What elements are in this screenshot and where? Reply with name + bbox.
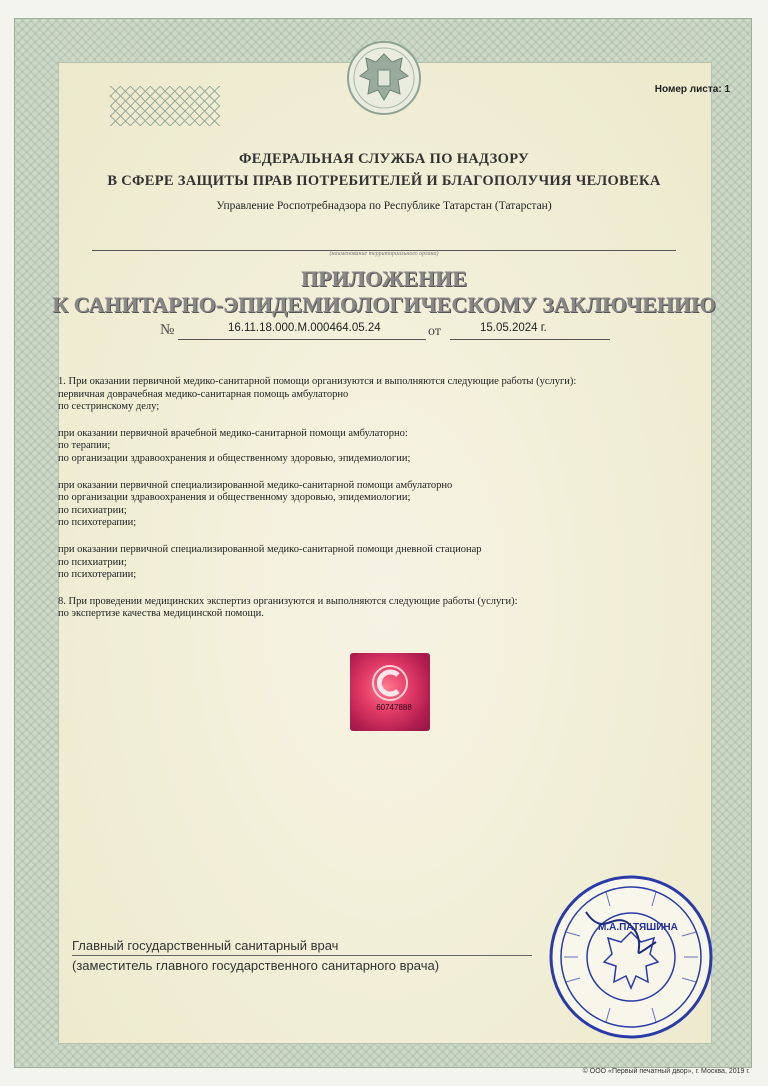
conclusion-date: 15.05.2024 г.	[480, 322, 547, 334]
department-name: Управление Роспотребнадзора по Республике Татарстан (Татарстан)	[216, 200, 552, 212]
services-line: 8. При проведении медицинских экспертиз организуются и выполняются следующие работы (услуги):	[58, 595, 518, 607]
agency-name	[60, 148, 708, 192]
document-title-line2: К САНИТАРНО-ЭПИДЕМИОЛОГИЧЕСКОМУ ЗАКЛЮЧЕНИЮ	[52, 292, 716, 317]
services-block	[58, 544, 698, 582]
hologram-serial: 60747888	[376, 703, 412, 712]
services-line: по терапии;	[58, 440, 111, 452]
services-line: по организации здравоохранения и общественному здоровью, эпидемиологии;	[58, 452, 411, 464]
conclusion-number-line	[160, 322, 620, 342]
services-line: по психиатрии;	[58, 504, 127, 516]
services-line: 1. При оказании первичной медико-санитарной помощи организуются и выполняются следующие работы (услуги):	[58, 376, 577, 387]
hologram-emblem-icon	[368, 663, 412, 703]
signatory-position	[72, 936, 532, 975]
services-block	[58, 428, 698, 466]
services-line: первичная доврачебная медико-санитарная помощь амбулаторно	[58, 388, 349, 400]
number-label: №	[160, 322, 175, 338]
services-line: при оказании первичной специализированной медико-санитарной помощи амбулаторно	[58, 479, 453, 491]
services-line: по экспертизе качества медицинской помощи.	[58, 608, 264, 620]
date-label: от	[428, 324, 441, 339]
security-pattern	[110, 86, 220, 126]
services-line: по психиатрии;	[58, 556, 127, 568]
official-seal-icon	[546, 872, 716, 1042]
services-line: по психотерапии;	[58, 569, 137, 581]
coat-of-arms-emblem-icon	[346, 40, 422, 116]
document-title-line1: ПРИЛОЖЕНИЕ	[301, 266, 467, 291]
conclusion-number: 16.11.18.000.М.000464.05.24	[228, 322, 381, 334]
services-block	[58, 596, 698, 621]
services-line: по организации здравоохранения и общественному здоровью, эпидемиологии;	[58, 492, 411, 504]
agency-name-line2: В СФЕРЕ ЗАЩИТЫ ПРАВ ПОТРЕБИТЕЛЕЙ И БЛАГОПОЛУЧИЯ ЧЕЛОВЕКА	[107, 173, 661, 189]
services-line: по психотерапии;	[58, 517, 137, 529]
signatory-position-line2: (заместитель главного государственного санитарного врача)	[72, 958, 440, 973]
services-line: при оказании первичной специализированной медико-санитарной помощи дневной стационар	[58, 543, 482, 555]
services-list	[58, 376, 698, 635]
sheet-number: Номер листа: 1	[654, 84, 730, 95]
services-line: при оказании первичной врачебной медико-санитарной помощи амбулаторно:	[58, 427, 408, 439]
document-title	[40, 266, 728, 318]
services-block	[58, 480, 698, 530]
hologram-sticker	[350, 653, 430, 731]
signer-name: М.А.ПАТЯШИНА	[598, 922, 678, 933]
services-block	[58, 376, 698, 414]
date-underline	[450, 339, 610, 340]
signatory-position-line1: Главный государственный санитарный врач	[72, 936, 532, 956]
services-line: по сестринскому делу;	[58, 401, 160, 413]
agency-name-line1: ФЕДЕРАЛЬНАЯ СЛУЖБА ПО НАДЗОРУ	[239, 151, 529, 167]
number-underline	[178, 339, 426, 340]
department-caption: (наименование территориального органа)	[329, 251, 439, 257]
printer-copyright: © ООО «Первый печатный двор», г. Москва, 2019 г.	[582, 1068, 750, 1075]
